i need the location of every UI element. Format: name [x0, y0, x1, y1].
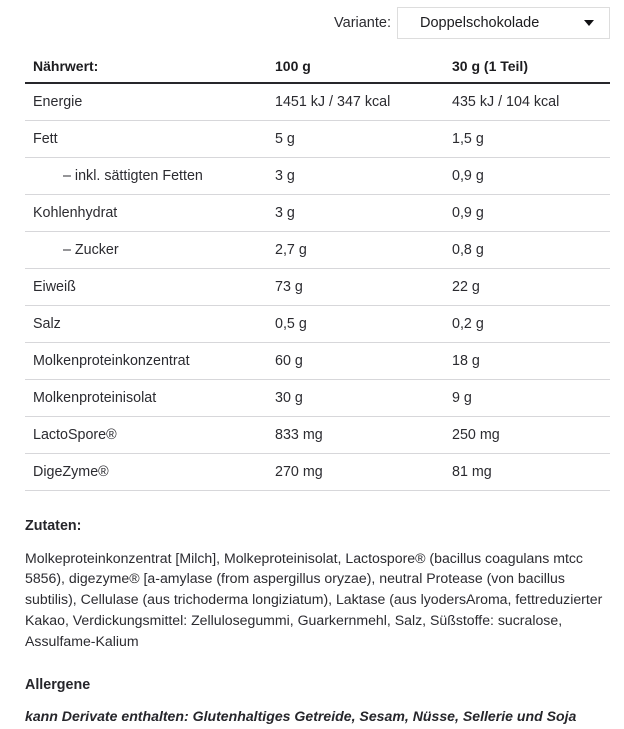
nutrient-name: Eiweiß [33, 278, 76, 295]
table-row [25, 83, 610, 120]
nutrient-value-per-serving: 435 kJ / 104 kcal [452, 93, 560, 110]
column-header-per-serving: 30 g (1 Teil) [452, 57, 528, 74]
nutrient-value-per-serving: 1,5 g [452, 130, 484, 147]
nutrient-value-per-100g: 0,5 g [275, 315, 307, 332]
nutrition-panel [0, 4, 624, 729]
nutrient-value-per-100g: 2,7 g [275, 241, 307, 258]
nutrition-table-wrapper [0, 52, 624, 491]
variant-select[interactable] [397, 7, 610, 39]
nutrient-value-per-serving: 0,8 g [452, 241, 484, 258]
nutrient-name: Salz [33, 315, 61, 332]
nutrient-name: LactoSpore® [33, 426, 117, 443]
ingredients-text: Molkeproteinkonzentrat [Milch], Molkeproteinisolat, Lactospore® (bacillus coagulans mtcc 5856), digezyme® [a-amylase (from aspergillus oryzae), neutral Protease (von bacillus subtilis), Cellulase (aus trichoderma longiziatum), Laktase (aus lyodersAroma, fettreduzierter Kakao, Verdickungsmittel: Zellulosegummi, Guarkernmehl, Salz, Süßstoffe: sucralose, Assulfame-Kalium [25, 549, 603, 649]
allergens-heading: Allergene [25, 677, 91, 694]
nutrient-value-per-serving: 250 mg [452, 426, 500, 443]
nutrient-value-per-serving: 9 g [452, 389, 472, 406]
nutrient-value-per-100g: 60 g [275, 352, 303, 369]
ingredients-section [0, 518, 624, 652]
nutrient-value-per-100g: 3 g [275, 167, 295, 184]
allergens-text: kann Derivate enthalten: Glutenhaltiges Getreide, Sesam, Nüsse, Sellerie und Soja [25, 708, 577, 725]
nutrient-value-per-100g: 270 mg [275, 463, 323, 480]
table-row [25, 120, 610, 157]
table-header-row [25, 52, 610, 83]
allergens-section [0, 677, 624, 726]
nutrient-value-per-serving: 81 mg [452, 463, 492, 480]
table-row [25, 416, 610, 453]
nutrient-value-per-serving: 0,9 g [452, 167, 484, 184]
table-head [25, 52, 610, 83]
chevron-down-icon [584, 20, 594, 26]
nutrient-value-per-100g: 833 mg [275, 426, 323, 443]
table-row [25, 453, 610, 490]
variant-label: Variante: [334, 14, 391, 31]
nutrient-name: Molkenproteinkonzentrat [33, 352, 190, 369]
nutrient-name: Fett [33, 130, 58, 147]
nutrient-value-per-serving: 0,2 g [452, 315, 484, 332]
variant-select-value: Doppelschokolade [420, 15, 540, 31]
table-row [25, 194, 610, 231]
column-header-nutrient: Nährwert: [33, 57, 99, 74]
table-row [25, 305, 610, 342]
nutrient-name: – inkl. sättigten Fetten [63, 167, 203, 184]
ingredients-heading: Zutaten: [25, 517, 82, 534]
variant-selector-row [0, 4, 624, 42]
nutrient-name: DigeZyme® [33, 463, 109, 480]
nutrient-value-per-100g: 1451 kJ / 347 kcal [275, 93, 391, 110]
table-row [25, 157, 610, 194]
table-row [25, 379, 610, 416]
nutrition-table [25, 52, 610, 491]
nutrient-value-per-100g: 3 g [275, 204, 295, 221]
nutrient-name: Molkenproteinisolat [33, 389, 157, 406]
table-row [25, 342, 610, 379]
nutrient-name: Energie [33, 93, 83, 110]
nutrient-name: Kohlenhydrat [33, 204, 118, 221]
table-row [25, 231, 610, 268]
nutrient-value-per-100g: 30 g [275, 389, 303, 406]
nutrient-value-per-serving: 18 g [452, 352, 480, 369]
nutrient-value-per-serving: 0,9 g [452, 204, 484, 221]
nutrient-value-per-100g: 5 g [275, 130, 295, 147]
nutrient-value-per-serving: 22 g [452, 278, 480, 295]
table-row [25, 268, 610, 305]
table-body [25, 83, 610, 490]
nutrient-name: – Zucker [63, 241, 119, 258]
column-header-per-100g: 100 g [275, 57, 311, 74]
nutrient-value-per-100g: 73 g [275, 278, 303, 295]
